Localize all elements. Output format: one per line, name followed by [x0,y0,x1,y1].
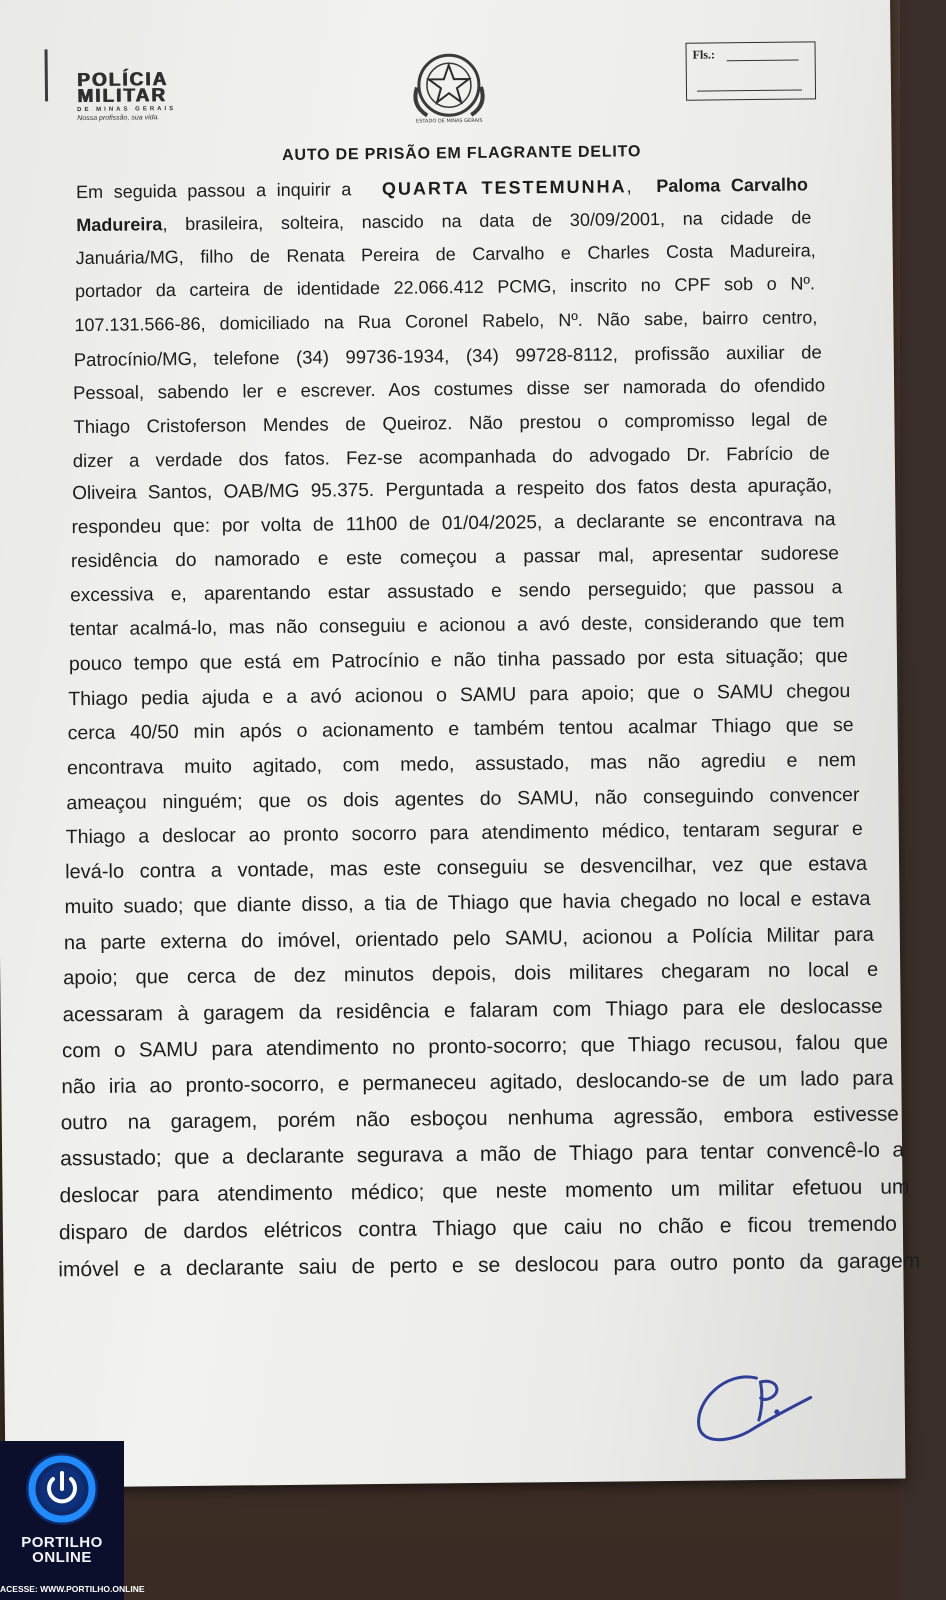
body-line: dizer a verdade dos fatos. Fez-se acompanhada do advogado Dr. Fabrício de [72,442,830,472]
body-line: portador da carteira de identidade 22.066.412 PCMG, inscrito no CPF sob o Nº. [74,273,816,302]
body-line: Thiago a deslocar ao pronto socorro para atendimento médico, tentaram segurar e [65,817,863,849]
body-line: residência do namorado e este começou a passar mal, apresentar sudorese [70,543,839,573]
logo-line-policia: POLÍCIA [76,69,169,92]
body-line: encontrava muito agitado, com medo, assustado, mas não agrediu e nem [66,748,857,780]
body-line: disparo de dardos elétricos contra Thiago que caiu no chão e ficou tremendo [58,1212,897,1245]
body-line: Oliveira Santos, OAB/MG 95.375. Perguntada a respeito dos fatos desta apuração, [72,475,833,505]
body-line: Januária/MG, filho de Renata Pereira de Carvalho e Charles Costa Madureira, [75,240,816,269]
body-line: imóvel e a declarante saiu de perto e se deslocou para outro ponto da garagem [58,1249,921,1282]
fls-label: Fls.: [692,47,716,62]
body-line: respondeu que: por volta de 11h00 de 01/04/2025, a declarante se encontrava na [71,509,836,539]
body-line: Pessoal, sabendo ler e escrever. Aos costumes disse ser namorada do ofendido [73,374,826,404]
watermark-line-1: PORTILHO [21,1534,103,1551]
body-text: , [626,176,632,197]
signature-initial [686,1359,817,1450]
power-icon [22,1449,102,1529]
witness-label: QUARTA TESTEMUNHA [381,176,627,199]
body-line: muito suado; que diante disso, a tia de Thiago que havia chegado no local e estava [64,887,871,919]
body-line: deslocar para atendimento médico; que neste momento um militar efetuou um [59,1175,910,1208]
body-line: cerca 40/50 min após o acionamento e também tentou acalmar Thiago que se [67,713,854,745]
seal-caption: ESTADO DE MINAS GERAIS [416,117,483,125]
body-line: não iria ao pronto-socorro, e permaneceu agitado, deslocando-se de um lado para [61,1066,894,1099]
body-line: na parte externa do imóvel, orientado pelo SAMU, acionou a Polícia Militar para [63,923,874,955]
watermark-url: ACESSE: WWW.PORTILHO.ONLINE [0,1584,145,1594]
witness-name: Paloma Carvalho [656,174,809,197]
body-line: levá-lo contra a vontade, mas este conseguiu se desvencilhar, vez que estava [65,852,868,884]
watermark-line-2: ONLINE [32,1549,92,1566]
document-title: AUTO DE PRISÃO EM FLAGRANTE DELITO [282,143,642,164]
body-line: apoio; que cerca de dez minutos depois, dois militares chegaram no local e [63,958,879,990]
witness-name: Madureira [76,214,163,236]
body-line [76,174,808,203]
portilho-online-watermark [0,1441,145,1600]
body-line: 107.131.566-86, domiciliado na Rua Coronel Rabelo, Nº. Não sabe, bairro centro, [74,307,818,336]
body-line: Thiago Cristoferson Mendes de Queiroz. Não prestou o compromisso legal de [73,408,828,438]
body-line: outro na garagem, porém não esboçou nenhuma agressão, embora estivesse [60,1102,899,1135]
body-line [76,207,811,236]
body-line: ameaçou ninguém; que os dois agentes do SAMU, não conseguindo convencer [66,783,860,815]
body-text: , brasileira, solteira, nascido na data de 30/09/2001, na cidade de [162,207,812,235]
body-line: tentar acalmá-lo, mas não conseguiu e acionou a avó deste, considerando que tem [69,611,845,641]
body-line: acessaram à garagem da residência e falaram com Thiago para ele deslocasse [62,994,883,1027]
logo-line-militar: MILITAR [76,85,167,108]
body-text: Em seguida passou a inquirir a [75,179,352,203]
body-line: com o SAMU para atendimento no pronto-socorro; que Thiago recusou, falou que [61,1030,889,1063]
body-line: assustado; que a declarante segurava a mão de Thiago para tentar convencê-lo a [60,1138,905,1171]
logo-line-state: DE MINAS GERAIS [77,106,177,114]
logo-tagline: Nossa profissão, sua vida. [77,114,160,123]
body-line: Patrocínio/MG, telefone (34) 99736-1934, (34) 99728-8112, profissão auxiliar de [73,341,822,371]
body-line: excessiva e, aparentando estar assustado e sendo perseguido; que passou a [70,577,843,607]
body-line: Thiago pedia ajuda e a avó acionou o SAMU para apoio; que o SAMU chegou [68,680,851,711]
body-line: pouco tempo que está em Patrocínio e não tinha passado por esta situação; que [68,645,849,676]
